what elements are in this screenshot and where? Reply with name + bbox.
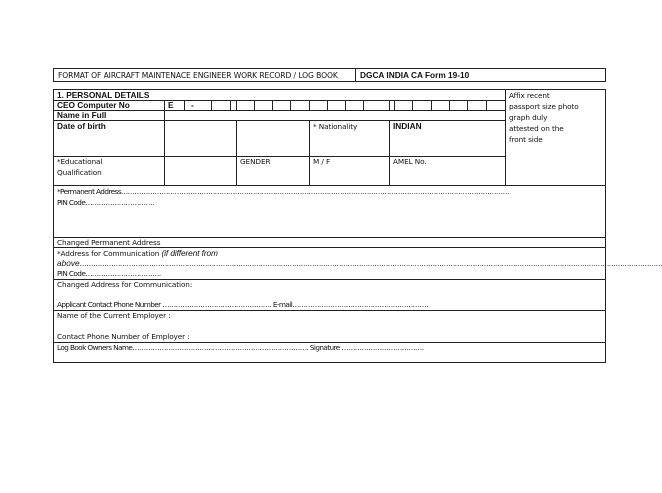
photo-instruction: attested on the xyxy=(509,124,564,133)
dgca-form-number: DGCA INDIA CA Form 19-10 xyxy=(360,70,470,80)
log-book-owner-line: Log Book Owners Name……………………………………………………………………. Signature ………………………………. xyxy=(57,343,424,352)
employer-phone-label: Contact Phone Number of Employer : xyxy=(57,332,190,341)
gender-label: GENDER xyxy=(240,157,271,166)
communication-address-dots: ……………………………………………………………………………………………………………………………………………………………………………………………………………………………………… xyxy=(79,259,662,268)
changed-communication-address-label: Changed Address for Communication: xyxy=(57,280,193,289)
changed-permanent-address-label: Changed Permanent Address xyxy=(57,238,161,247)
date-of-birth-label: Date of birth xyxy=(57,121,106,131)
educational-label: *Educational xyxy=(57,157,103,166)
photo-instruction: Affix recent xyxy=(509,91,550,100)
amel-no-label: AMEL No. xyxy=(393,157,427,166)
section-title: 1. PERSONAL DETAILS xyxy=(57,90,150,100)
photo-instruction: front side xyxy=(509,135,543,144)
nationality-label: * Nationality xyxy=(313,122,358,131)
permanent-address-line: *Permanent Address………………………………………………………………………………………………………………………………………………………… xyxy=(57,187,510,196)
format-title: FORMAT OF AIRCRAFT MAINTENACE ENGINEER WORK RECORD / LOG BOOK xyxy=(58,71,338,80)
gender-value: M / F xyxy=(313,157,331,166)
name-in-full-label: Name in Full xyxy=(57,110,107,120)
communication-address-above: above xyxy=(57,258,80,268)
ceo-dash: - xyxy=(191,100,194,110)
ceo-computer-no-label: CEO Computer No xyxy=(57,100,130,110)
pin-code-line-2: PIN Code……………………………. xyxy=(57,269,161,278)
nationality-value: INDIAN xyxy=(393,121,422,131)
ceo-prefix: E xyxy=(168,100,174,110)
current-employer-label: Name of the Current Employer : xyxy=(57,311,171,320)
communication-address-line xyxy=(57,258,662,269)
photo-instruction: passport size photo xyxy=(509,102,579,111)
applicant-contact-line: Applicant Contact Phone Number …………………………………………. E-mail……………………………………………………. xyxy=(57,300,428,309)
communication-address-prefix: *Address for Communication xyxy=(57,249,162,258)
qualification-label: Qualification xyxy=(57,168,102,177)
photo-instruction: graph duly xyxy=(509,113,548,122)
communication-address-italic: (if different from xyxy=(161,248,218,258)
pin-code-line: PIN Code…………………………. xyxy=(57,198,154,207)
